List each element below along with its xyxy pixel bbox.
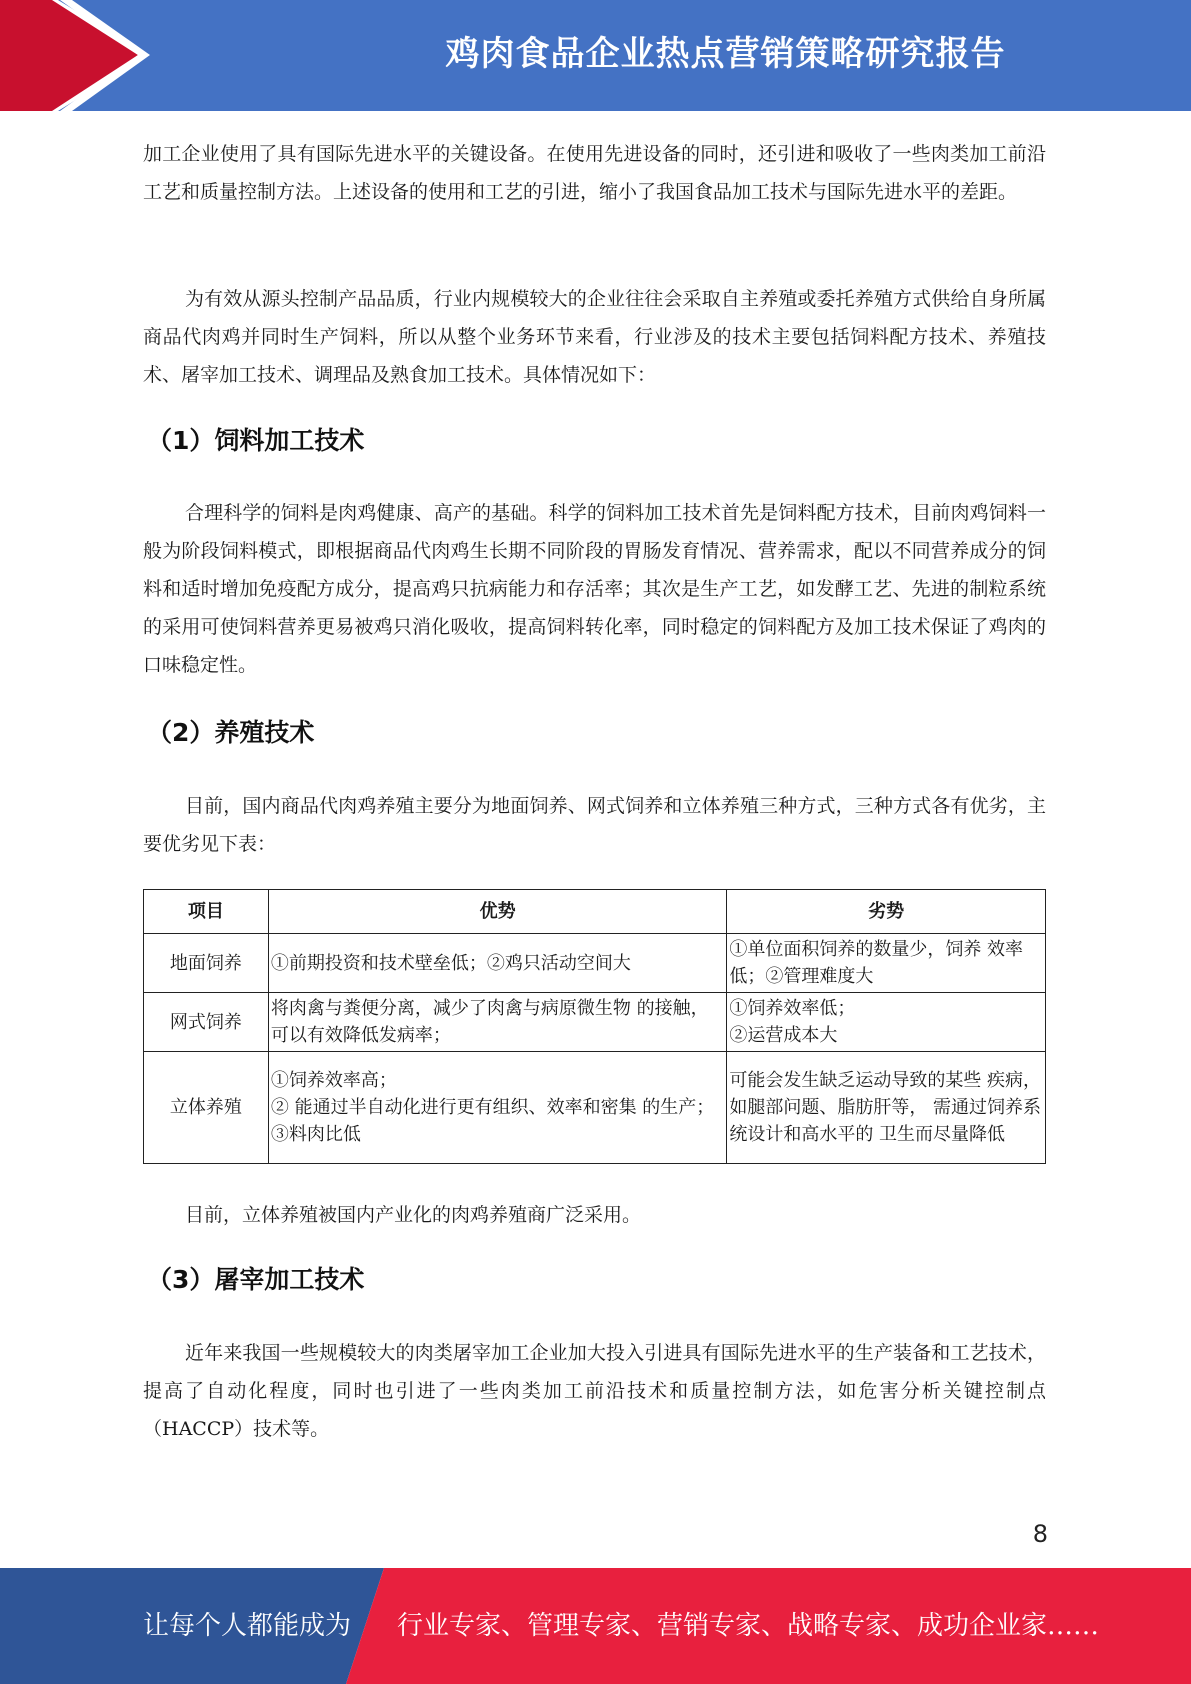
- row-cons: [727, 993, 1046, 1052]
- table-row: [144, 993, 1046, 1052]
- header-pros: 优势: [268, 890, 726, 934]
- row-cons: [727, 934, 1046, 993]
- row-item: 网式饲养: [144, 993, 269, 1052]
- row-pros: [268, 934, 726, 993]
- paragraph-equipment: 加工企业使用了具有国际先进水平的关键设备。在使用先进设备的同时，还引进和吸收了一些肉类加工前沿工艺和质量控制方法。上述设备的使用和工艺的引进，缩小了我国食品加工技术与国际先进水平的差距。: [143, 143, 1046, 203]
- paragraph-feed: 合理科学的饲料是肉鸡健康、高产的基础。科学的饲料加工技术首先是饲料配方技术，目前肉鸡饲料一般为阶段饲料模式，即根据商品代肉鸡生长期不同阶段的胃肠发育情况、营养需求，配以不同营养成分的饲料和适时增加免疫配方成分，提高鸡只抗病能力和存活率；其次是生产工艺，如发酵工艺、先进的制粒系统的采用可使饲料营养更易被鸡只消化吸收，提高饲料转化率，同时稳定的饲料配方及加工技术保证了鸡肉的口味稳定性。: [143, 502, 1046, 676]
- row-item: 立体养殖: [144, 1052, 269, 1164]
- table-header-row: [144, 890, 1046, 934]
- breeding-comparison-table: [143, 889, 1046, 1164]
- paragraph-breeding-intro: 目前，国内商品代肉鸡养殖主要分为地面饲养、网式饲养和立体养殖三种方式，三种方式各有优劣，主要优劣见下表：: [143, 795, 1046, 855]
- pros-line: 将肉禽与粪便分离，减少了肉禽与病原微生物 的接触，可以有效降低发病率；: [270, 998, 709, 1046]
- table-row: [144, 934, 1046, 993]
- paragraph-slaughter: 近年来我国一些规模较大的肉类屠宰加工企业加大投入引进具有国际先进水平的生产装备和工艺技术，提高了自动化程度，同时也引进了一些肉类加工前沿技术和质量控制方法，如危害分析关键控制点（HACCP）技术等。: [143, 1342, 1046, 1440]
- heading-feed-processing: （1）饲料加工技术: [147, 426, 365, 455]
- cons-line: 可能会发生缺乏运动导致的某些 疾病，如腿部问题、脂肪肝等， 需通过饲养系统设计和高水平的 卫生而尽量降低: [729, 1070, 1042, 1145]
- row-pros: [268, 1052, 726, 1164]
- cons-line: ①单位面积饲养的数量少，饲养 效率低；②管理难度大: [729, 939, 1024, 987]
- footer-slogan-left: 让每个人都能成为: [143, 1611, 352, 1641]
- pros-line: ①饲养效率高；: [270, 1070, 397, 1091]
- report-title: 鸡肉食品企业热点营销策略研究报告: [445, 34, 1006, 74]
- page-number: 8: [1032, 1520, 1048, 1548]
- row-item: 地面饲养: [144, 934, 269, 993]
- header-cons: 劣势: [727, 890, 1046, 934]
- pros-line: ② 能通过半自动化进行更有组织、效率和密集 的生产；: [270, 1097, 715, 1118]
- cons-line: ①饲养效率低；: [729, 998, 856, 1019]
- heading-breeding: （2）养殖技术: [147, 718, 315, 747]
- row-cons: [727, 1052, 1046, 1164]
- table-row: [144, 1052, 1046, 1164]
- header-banner: [0, 0, 1191, 111]
- pros-line: ③料肉比低: [270, 1124, 361, 1145]
- row-pros: [268, 993, 726, 1052]
- cons-line: ②运营成本大: [729, 1025, 838, 1046]
- paragraph-tech-overview: 为有效从源头控制产品品质，行业内规模较大的企业往往会采取自主养殖或委托养殖方式供给自身所属商品代肉鸡并同时生产饲料，所以从整个业务环节来看，行业涉及的技术主要包括饲料配方技术、养殖技术、屠宰加工技术、调理品及熟食加工技术。具体情况如下：: [143, 288, 1046, 386]
- heading-slaughter: （3）屠宰加工技术: [147, 1265, 365, 1294]
- footer-slogan-right: 行业专家、管理专家、营销专家、战略专家、成功企业家……: [397, 1611, 1100, 1641]
- paragraph-breeding-conclusion: 目前，立体养殖被国内产业化的肉鸡养殖商广泛采用。: [185, 1204, 642, 1226]
- footer-banner: [0, 1568, 1191, 1684]
- pros-line: ①前期投资和技术壁垒低；②鸡只活动空间大: [270, 952, 631, 974]
- header-item: 项目: [144, 890, 269, 934]
